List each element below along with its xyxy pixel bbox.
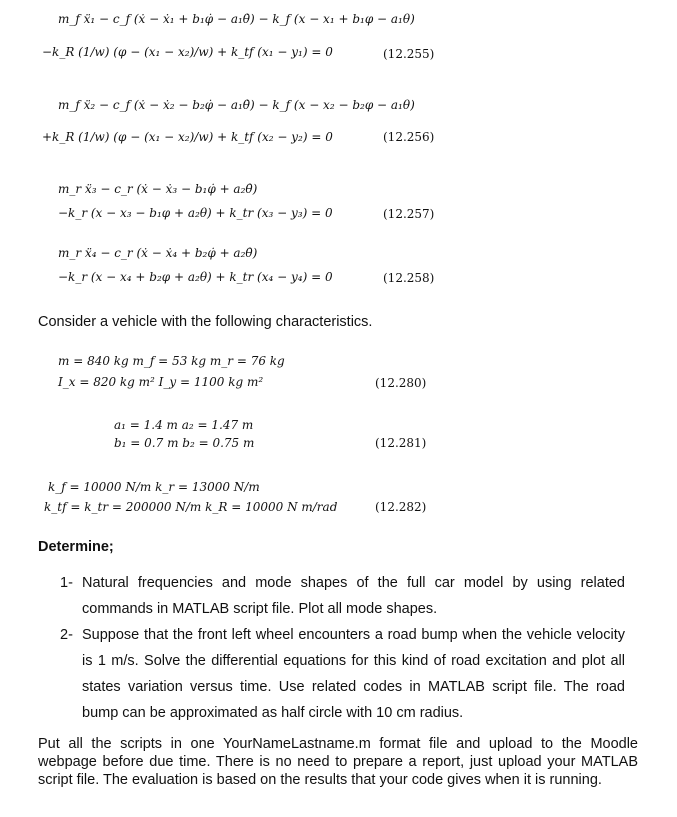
- task-text: Suppose that the front left wheel encounters a road bump when the vehicle velocity is 1 m/s. Solve the differential equations for this kind of road excitation and plot all states variation versus time. Use related codes in MATLAB script file. The road bump can be approximated as half circle with 10 cm radius.: [82, 627, 625, 721]
- params-12-281-number: (12.281): [375, 436, 427, 450]
- params-12-281-row-2: b₁ = 0.7 m b₂ = 0.75 m: [114, 436, 255, 450]
- closing-paragraph: Put all the scripts in one YourNameLastname.m format file and upload to the Moodle webpage before due time. There is no need to prepare a report, just upload your MATLAB script file. The evaluation is based on the results that your code gives when it is running.: [38, 736, 638, 788]
- task-item-2: [60, 622, 625, 726]
- equation-12-258-line-2: −k_r (x − x₄ + b₂φ + a₂θ) + k_tr (x₄ − y₄) = 0: [58, 270, 333, 284]
- intro-text: Consider a vehicle with the following characteristics.: [38, 314, 373, 330]
- params-12-280-number: (12.280): [375, 376, 427, 390]
- task-number: 1-: [60, 575, 73, 591]
- params-12-280-row-2: I_x = 820 kg m² I_y = 1100 kg m²: [58, 375, 264, 389]
- equation-12-258-number: (12.258): [383, 271, 435, 285]
- equation-12-255-line-2: −k_R (1/w) (φ − (x₁ − x₂)/w) + k_tf (x₁ − y₁) = 0: [42, 45, 333, 59]
- task-number: 2-: [60, 627, 73, 643]
- equation-12-257-number: (12.257): [383, 207, 435, 221]
- equation-12-257-line-1: m_r ẍ₃ − c_r (ẋ − ẋ₃ − b₁φ̇ + a₂θ̇): [58, 182, 258, 196]
- equation-12-258-line-1: m_r ẍ₄ − c_r (ẋ − ẋ₄ + b₂φ̇ + a₂θ̇): [58, 246, 258, 260]
- equation-12-256-number: (12.256): [383, 130, 435, 144]
- task-text: Natural frequencies and mode shapes of the full car model by using related commands in MATLAB script file. Plot all mode shapes.: [82, 575, 625, 617]
- params-12-280-row-1: m = 840 kg m_f = 53 kg m_r = 76 kg: [58, 354, 285, 368]
- equation-12-255-line-1: m_f ẍ₁ − c_f (ẋ − ẋ₁ + b₁φ̇ − a₁θ̇) − k_f (x − x₁ + b₁φ − a₁θ): [58, 12, 415, 26]
- params-12-282-row-1: k_f = 10000 N/m k_r = 13000 N/m: [48, 480, 260, 494]
- equation-12-256-line-2: +k_R (1/w) (φ − (x₁ − x₂)/w) + k_tf (x₂ − y₂) = 0: [42, 130, 333, 144]
- task-list: [60, 570, 625, 726]
- equation-12-257-line-2: −k_r (x − x₃ − b₁φ + a₂θ) + k_tr (x₃ − y₃) = 0: [58, 206, 333, 220]
- equation-12-256-line-1: m_f ẍ₂ − c_f (ẋ − ẋ₂ − b₂φ̇ − a₁θ̇) − k_f (x − x₂ − b₂φ − a₁θ): [58, 98, 415, 112]
- determine-heading: Determine;: [38, 539, 114, 555]
- task-item-1: [60, 570, 625, 622]
- equation-12-255-number: (12.255): [383, 47, 435, 61]
- params-12-281-row-1: a₁ = 1.4 m a₂ = 1.47 m: [114, 418, 254, 432]
- params-12-282-row-2: k_tf = k_tr = 200000 N/m k_R = 10000 N m/rad: [44, 500, 338, 514]
- params-12-282-number: (12.282): [375, 500, 427, 514]
